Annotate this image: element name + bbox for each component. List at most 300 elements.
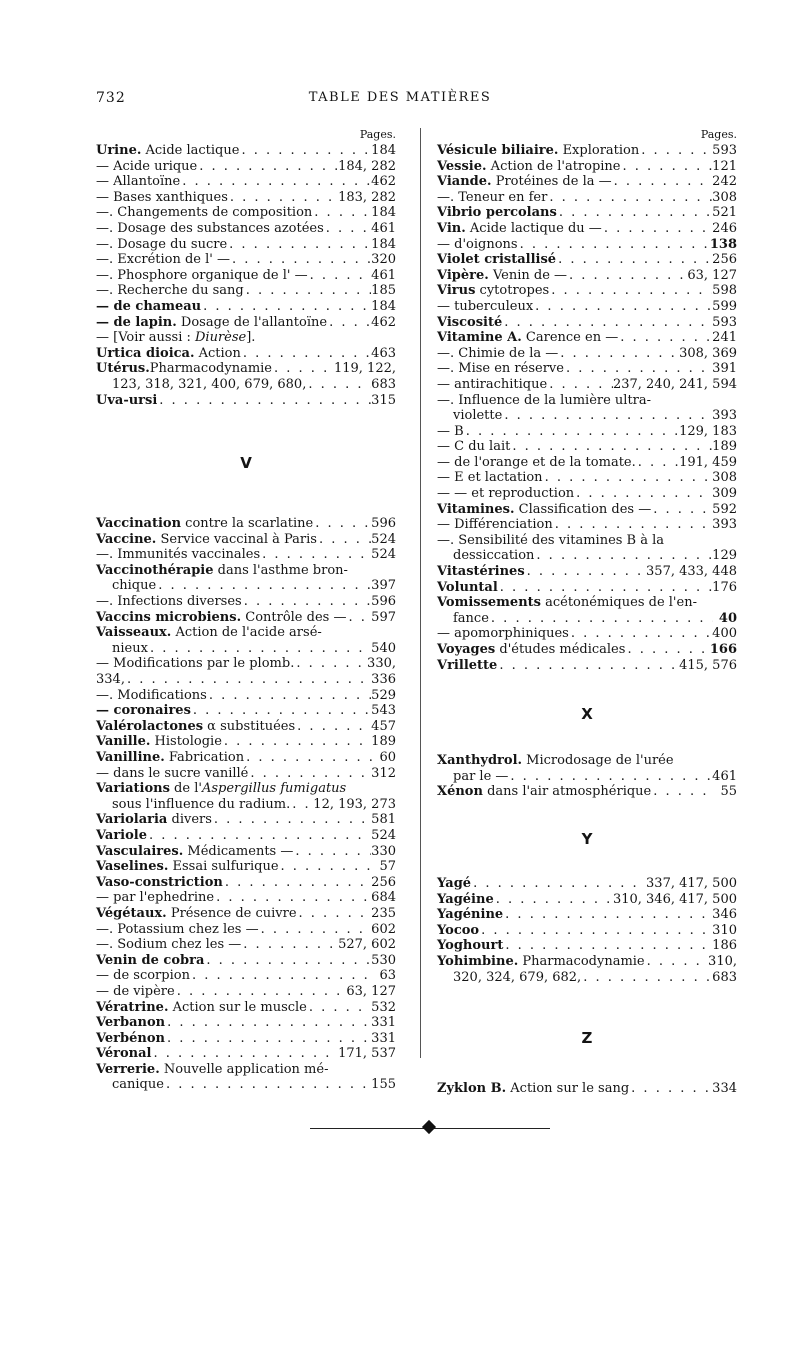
index-entry	[96, 221, 396, 237]
leader-dots	[312, 205, 371, 221]
index-entry	[96, 719, 396, 735]
leader-dots	[508, 769, 712, 785]
entry-text	[96, 906, 297, 922]
section-heading-x: X	[581, 705, 593, 724]
entry-description: Carence en —	[521, 330, 619, 346]
entry-description: — C du lait	[437, 439, 511, 455]
entry-description: divers	[167, 812, 212, 828]
entry-heading: Vanille.	[96, 734, 151, 750]
entry-description: — antirachitique	[437, 376, 548, 392]
entry-description: Venin de —	[488, 267, 568, 283]
page-reference: 40	[718, 610, 737, 626]
leader-dots	[547, 377, 613, 393]
page-reference: 121	[712, 158, 737, 174]
entry-text	[96, 268, 308, 284]
entry-heading: Voluntal	[437, 579, 498, 595]
page-reference: 527, 602	[338, 937, 396, 953]
entry-text	[96, 766, 248, 782]
entry-heading: Véronal	[96, 1046, 152, 1062]
entry-heading: Zyklon B.	[437, 1081, 507, 1097]
index-entry	[437, 642, 737, 658]
entry-text	[96, 1062, 328, 1078]
entry-heading: Vératrine.	[96, 999, 169, 1015]
page-reference: 462	[371, 174, 396, 190]
index-entry	[437, 315, 737, 331]
leader-dots	[230, 252, 371, 268]
page-reference: 393	[712, 517, 737, 533]
entry-description: par le —	[453, 768, 509, 784]
index-entry	[96, 641, 396, 657]
page-reference: 346	[712, 907, 737, 923]
index-entry	[96, 781, 396, 797]
index-entry	[96, 547, 396, 563]
index-entry	[96, 143, 396, 159]
index-entry	[96, 1077, 396, 1093]
entry-description: — Acide urique	[96, 158, 198, 174]
entry-description: Action sur le sang	[506, 1081, 630, 1097]
page-reference: 176	[712, 579, 737, 595]
index-entry	[96, 688, 396, 704]
leader-dots	[191, 703, 371, 719]
index-entry	[96, 844, 396, 860]
index-entry	[96, 205, 396, 221]
entry-text	[437, 533, 664, 549]
entry-text	[437, 564, 525, 580]
entry-description: Service vaccinal à Paris	[156, 531, 317, 547]
entry-heading: Vin.	[437, 220, 466, 236]
leader-dots	[228, 190, 338, 206]
entry-text	[437, 1081, 629, 1097]
index-entry	[96, 283, 396, 299]
entry-text	[96, 890, 214, 906]
leader-dots	[498, 580, 712, 596]
entry-heading: Venin de cobra	[96, 952, 205, 968]
leader-dots	[636, 455, 679, 471]
entry-description: — B	[437, 423, 464, 439]
entry-text	[437, 143, 639, 159]
entry-description: Dosage de l'allantoïne	[176, 314, 328, 330]
index-entry	[96, 237, 396, 253]
entry-text	[96, 610, 346, 626]
entry-text	[437, 361, 564, 377]
entry-heading: Verrerie.	[96, 1061, 160, 1077]
entry-text	[96, 937, 241, 953]
entry-text	[96, 330, 255, 346]
page-reference: 171, 537	[338, 1046, 396, 1062]
entry-heading: Uva-ursi	[96, 392, 158, 408]
leader-dots	[502, 408, 712, 424]
entry-text	[96, 221, 324, 237]
page-reference: 529	[371, 687, 396, 703]
entry-description: —. Sensibilité des vitamines B à la	[437, 532, 665, 548]
index-entry	[437, 237, 737, 253]
entry-heading: Violet cristallisé	[437, 252, 557, 268]
entry-description: Pharmacodynamie	[518, 953, 645, 969]
entry-heading: Urine.	[96, 143, 142, 158]
entry-description: 123, 318, 321, 400, 679, 680,	[112, 376, 307, 392]
page-reference: 543	[371, 703, 396, 719]
index-entry	[437, 283, 737, 299]
index-entry	[96, 703, 396, 719]
index-entry	[96, 1000, 396, 1016]
index-entry	[437, 439, 737, 455]
leader-dots	[201, 299, 371, 315]
right-column	[437, 126, 737, 1097]
leader-dots	[518, 237, 710, 253]
entry-description: —. Dosage du sucre	[96, 236, 228, 252]
entry-description: Classification des —	[514, 501, 652, 517]
page-reference: 524	[371, 531, 396, 547]
index-entry	[437, 190, 737, 206]
x-entry-list	[437, 753, 737, 800]
page-reference: 63, 127	[687, 267, 737, 283]
page-reference: 462	[371, 314, 396, 330]
index-entry	[96, 750, 396, 766]
page-reference: 308	[712, 189, 737, 205]
entry-text	[437, 424, 464, 440]
index-entry	[437, 393, 737, 409]
entry-description: — dans le sucre vanillé	[96, 765, 249, 781]
index-entry	[437, 268, 737, 284]
entry-text	[96, 859, 279, 875]
entry-heading: Urtica dioica.	[96, 345, 195, 361]
entry-text	[96, 734, 222, 750]
index-entry	[96, 377, 396, 393]
index-entry	[437, 611, 737, 627]
entry-heading: Xanthydrol.	[437, 753, 523, 769]
leader-dots	[556, 252, 712, 268]
index-entry	[96, 578, 396, 594]
page-reference: 55	[720, 784, 737, 800]
index-entry	[437, 159, 737, 175]
entry-text	[96, 828, 147, 844]
page-reference: 330	[371, 843, 396, 859]
entry-text	[96, 532, 317, 548]
leader-dots	[125, 672, 371, 688]
entry-description: — — et reproduction	[437, 486, 575, 502]
index-entry	[437, 580, 737, 596]
leader-dots	[306, 377, 371, 393]
entry-description: —. Excrétion de l' —	[96, 252, 230, 268]
leader-dots	[602, 221, 712, 237]
leader-dots	[534, 548, 712, 564]
page-reference: 592	[712, 501, 737, 517]
index-entry	[96, 315, 396, 331]
page-reference: 683	[712, 969, 737, 985]
entry-description: de l'	[169, 781, 202, 797]
leader-dots	[152, 1046, 339, 1062]
section-heading-z: Z	[581, 1029, 593, 1048]
index-entry	[96, 532, 396, 548]
leader-dots	[165, 1015, 371, 1031]
entry-heading: Virus	[437, 283, 476, 299]
leader-dots	[244, 283, 371, 299]
index-entry	[437, 205, 737, 221]
entry-description: Protéines de la —	[491, 174, 612, 190]
index-entry	[96, 1031, 396, 1047]
index-entry	[96, 828, 396, 844]
page-reference: 598	[712, 283, 737, 299]
entry-heading: Vomissements	[437, 595, 541, 611]
v-entry-list	[96, 516, 396, 1093]
entry-description: violette	[453, 408, 503, 424]
entry-text	[437, 283, 549, 299]
entry-description: — par l'ephedrine	[96, 890, 215, 906]
diamond-icon	[422, 1120, 436, 1134]
leader-dots	[651, 502, 712, 518]
entry-text	[437, 954, 645, 970]
entry-heading: — de chameau	[96, 298, 202, 314]
index-entry	[437, 330, 737, 346]
entry-text	[96, 159, 197, 175]
page-reference: 463	[371, 345, 396, 361]
leader-dots	[494, 892, 613, 908]
page-reference: 237, 240, 241, 594	[612, 376, 737, 392]
leader-dots	[164, 1077, 371, 1093]
index-entry	[437, 533, 737, 549]
entry-description: Pharmacodynamie	[149, 361, 273, 377]
leader-dots	[479, 923, 712, 939]
page-reference: 357, 433, 448	[646, 564, 737, 580]
entry-text	[112, 641, 148, 657]
entry-text	[437, 268, 567, 284]
entry-description: —. Immunités vaccinales	[96, 547, 261, 563]
entry-text	[437, 658, 497, 674]
index-entry	[437, 938, 737, 954]
index-entry	[437, 517, 737, 533]
leader-dots	[272, 361, 334, 377]
index-entry	[437, 377, 737, 393]
entry-heading: Viande.	[437, 174, 492, 190]
index-entry	[96, 1062, 396, 1078]
entry-description: Nouvelle application mé-	[159, 1061, 329, 1077]
leader-dots	[180, 174, 371, 190]
entry-heading: Yagénine	[437, 907, 504, 923]
entry-heading: Végétaux.	[96, 905, 167, 921]
index-entry	[437, 626, 737, 642]
page-reference: 337, 417, 500	[646, 875, 737, 891]
entry-description: —. Influence de la lumière ultra-	[437, 392, 652, 408]
entry-heading: Verbénon	[96, 1030, 165, 1046]
page-reference: 246	[712, 220, 737, 236]
page-reference: 331	[371, 1015, 396, 1031]
page-reference: 129	[712, 548, 737, 564]
page-reference: 336	[371, 672, 396, 688]
page-reference: 524	[371, 547, 396, 563]
entry-text	[96, 1031, 165, 1047]
page-reference: 597	[371, 609, 396, 625]
index-entry	[96, 875, 396, 891]
page-reference: 393	[712, 408, 737, 424]
entry-heading: Viscosité	[437, 314, 503, 330]
entry-text	[437, 784, 651, 800]
entry-description: dessiccation	[453, 548, 535, 564]
leader-dots	[317, 532, 371, 548]
entry-heading: Voyages	[437, 642, 496, 657]
entry-description: d'études médicales	[495, 642, 626, 657]
page-reference: 320	[371, 252, 396, 268]
entry-text	[96, 719, 295, 735]
page-reference: 60	[379, 750, 396, 765]
index-entry	[437, 424, 737, 440]
leader-dots	[324, 221, 371, 237]
entry-description: dans l'asthme bron-	[213, 562, 348, 578]
entry-text	[112, 797, 290, 813]
entry-description: — de scorpion	[96, 968, 190, 984]
index-entry	[96, 252, 396, 268]
page-reference: 241	[712, 330, 737, 346]
entry-description: —. Teneur en fer	[437, 189, 548, 205]
entry-description: — E et lactation	[437, 470, 543, 486]
entry-text	[96, 346, 241, 362]
right-entry-list	[437, 143, 737, 673]
page-reference: 184	[371, 236, 396, 252]
entry-description: —. Potassium chez les —	[96, 921, 259, 937]
page-reference: 186	[712, 938, 737, 954]
section-heading-y: Y	[581, 829, 593, 848]
entry-description: —. Infections diverses	[96, 594, 242, 610]
index-entry	[96, 393, 396, 409]
entry-description: — apomorphiniques	[437, 626, 569, 642]
page-reference: 461	[371, 267, 396, 283]
entry-text	[96, 781, 346, 797]
page-reference: 189	[712, 439, 737, 455]
leader-dots	[207, 688, 371, 704]
entry-description: Essai sulfurique	[168, 859, 279, 875]
entry-text	[96, 361, 272, 377]
page-reference: 310	[712, 922, 737, 938]
index-entry	[437, 221, 737, 237]
entry-description: canique	[112, 1077, 164, 1093]
page-reference: 540	[371, 640, 396, 656]
entry-description: — Modifications par le plomb.	[96, 656, 295, 672]
index-entry	[437, 923, 737, 939]
column-divider	[420, 128, 421, 1058]
entry-description: Microdosage de l'urée	[522, 753, 674, 769]
index-entry	[96, 1046, 396, 1062]
entry-description: sous l'influence du radium.	[112, 796, 291, 812]
page-reference: 256	[371, 874, 396, 890]
entry-text	[453, 611, 489, 627]
entry-heading: Vaselines.	[96, 859, 169, 875]
entry-description: — Différenciation	[437, 517, 553, 533]
entry-text	[437, 393, 651, 409]
entry-heading: Vibrio percolans	[437, 205, 557, 221]
entry-text	[437, 439, 510, 455]
leader-dots	[497, 658, 679, 674]
entry-text	[437, 642, 625, 658]
index-entry	[96, 625, 396, 641]
entry-description: fance	[453, 610, 489, 626]
index-entry	[96, 190, 396, 206]
entry-text	[437, 377, 547, 393]
entry-text	[96, 174, 180, 190]
leader-dots	[543, 470, 713, 486]
page-reference: 593	[712, 143, 737, 158]
page-reference: 184	[371, 205, 396, 221]
index-entry	[437, 1081, 737, 1097]
leader-dots	[227, 237, 371, 253]
leader-dots	[574, 486, 712, 502]
entry-description: — Bases xanthiques	[96, 189, 228, 205]
leader-dots	[533, 299, 712, 315]
entry-italic: Aspergillus fumigatus	[201, 781, 347, 797]
page-reference: 256	[712, 252, 737, 268]
end-ornament	[310, 1122, 550, 1136]
entry-text	[112, 1077, 164, 1093]
entry-text	[437, 190, 547, 206]
entry-text	[437, 221, 602, 237]
entry-text	[437, 892, 494, 908]
z-entry-list	[437, 1081, 737, 1097]
page-reference: 189	[371, 734, 396, 750]
page-reference: 235	[371, 905, 396, 921]
entry-text	[437, 470, 543, 486]
entry-text	[437, 252, 556, 268]
index-entry	[96, 922, 396, 938]
index-entry	[437, 595, 737, 611]
leader-dots	[244, 750, 372, 766]
index-entry	[437, 876, 737, 892]
leader-dots	[293, 844, 371, 860]
index-entry	[96, 346, 396, 362]
entry-description: Action de l'acide arsé-	[171, 625, 322, 641]
leader-dots	[503, 907, 712, 923]
entry-text	[96, 205, 312, 221]
index-entry	[437, 470, 737, 486]
entry-suffix: ].	[246, 330, 256, 346]
page-reference: 532	[371, 999, 396, 1015]
index-entry	[437, 564, 737, 580]
page-reference: 308, 369	[679, 345, 737, 361]
leader-dots	[241, 346, 371, 362]
index-entry	[437, 502, 737, 518]
index-entry	[437, 753, 737, 769]
index-entry	[96, 330, 396, 346]
index-entry	[96, 672, 396, 688]
entry-text	[96, 812, 212, 828]
index-entry	[96, 361, 396, 377]
page-reference: 183, 282	[338, 189, 396, 205]
entry-heading: Vitamines.	[437, 501, 515, 517]
page-reference: 684	[371, 890, 396, 906]
leader-dots	[629, 1081, 712, 1097]
entry-text	[437, 517, 553, 533]
page-reference: 330,	[367, 656, 396, 672]
entry-description: —. Chimie de la —	[437, 345, 559, 361]
entry-description: acétonémiques de l'en-	[540, 595, 697, 611]
entry-text	[437, 626, 569, 642]
entry-text	[96, 703, 191, 719]
leader-dots	[214, 890, 371, 906]
entry-text	[437, 455, 636, 471]
entry-heading: — de lapin.	[96, 314, 177, 330]
page-reference: 310,	[708, 953, 737, 969]
leader-dots	[612, 174, 713, 190]
leader-dots	[148, 641, 371, 657]
page-reference: 166	[709, 642, 737, 657]
entry-text	[96, 968, 190, 984]
index-entry	[96, 594, 396, 610]
index-entry	[437, 486, 737, 502]
entry-description: Histologie	[150, 734, 222, 750]
leader-dots	[557, 205, 712, 221]
entry-description: Action	[194, 345, 241, 361]
page-reference: 185	[371, 283, 396, 299]
index-entry	[96, 656, 396, 672]
entry-text	[112, 578, 156, 594]
entry-text	[96, 953, 204, 969]
